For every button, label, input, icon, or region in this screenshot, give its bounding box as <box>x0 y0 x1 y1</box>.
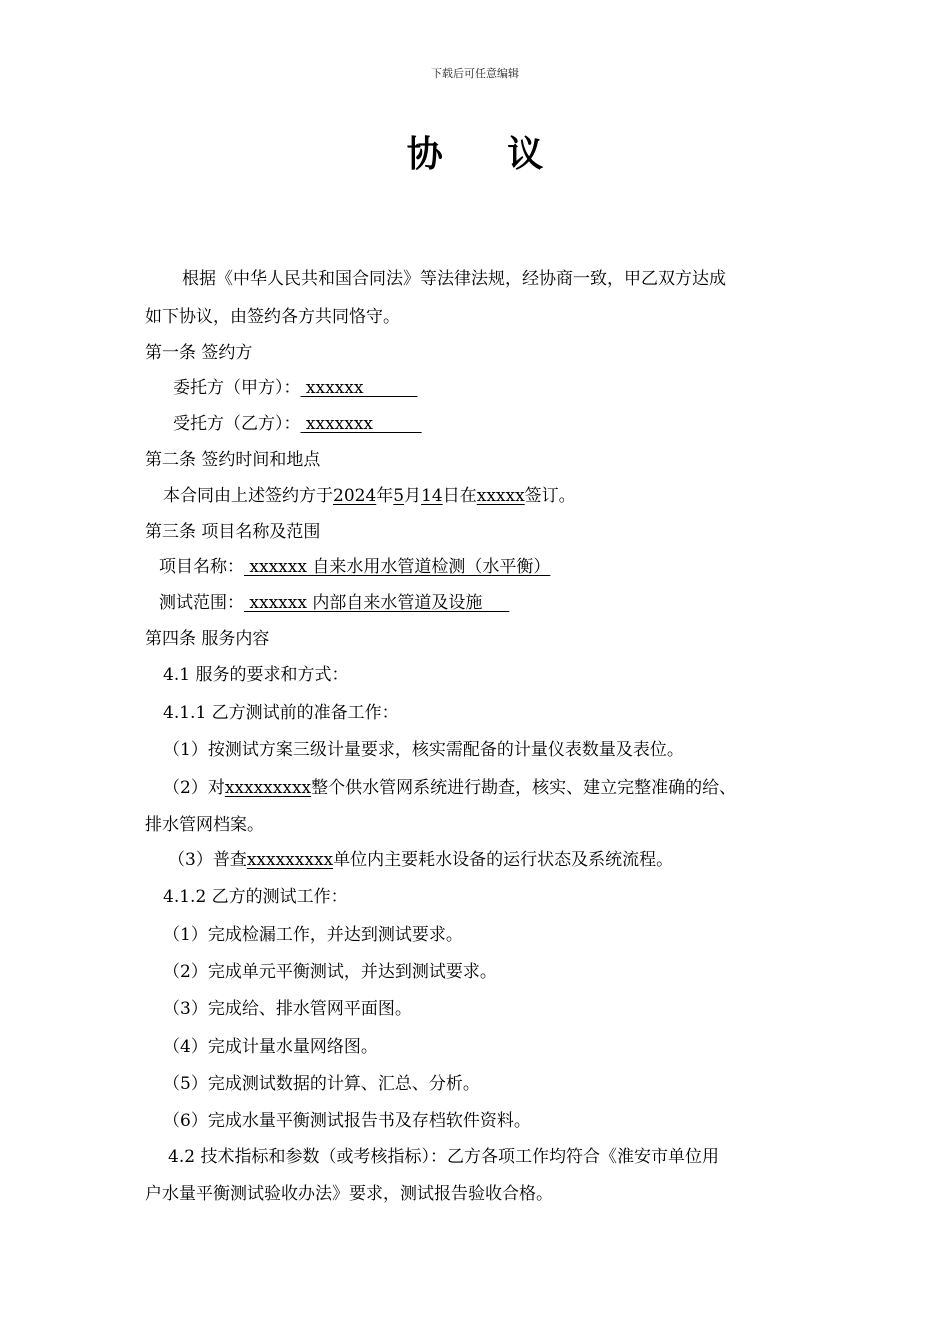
prep-item-2-pre: （2）对 <box>163 778 225 798</box>
page-header: 下载后可任意编辑 <box>431 67 519 80</box>
section-4-1-2: 4.1.2 乙方的测试工作： <box>163 887 348 907</box>
prep-item-3-pre: （3）普查 <box>168 850 247 870</box>
prep-item-3-post: 单位内主要耗水设备的运行状态及系统流程。 <box>333 850 674 870</box>
prep-item-3 <box>145 848 838 872</box>
party-b-label: 受托方（乙方）： <box>173 414 301 434</box>
signing-year: 2024 <box>333 486 377 506</box>
signing-month: 5 <box>393 486 405 506</box>
test-scope-label: 测试范围： <box>159 593 244 613</box>
prep-item-1: （1）按测试方案三级计量要求，核实需配备的计量仪表数量及表位。 <box>163 740 684 760</box>
work-item-3: （3）完成给、排水管网平面图。 <box>163 999 412 1019</box>
section-4-2-line-2: 户水量平衡测试验收办法》要求，测试报告验收合格。 <box>145 1184 553 1204</box>
project-name-value: xxxxxx 自来水用水管道检测（水平衡） <box>244 557 551 577</box>
section-4-2-line-1: 4.2 技术指标和参数（或考核指标）：乙方各项工作均符合《淮安市单位用 <box>168 1147 719 1167</box>
party-a-value: xxxxxx <box>300 378 418 398</box>
project-name-label: 项目名称： <box>159 557 244 577</box>
signing-text-post: 签订。 <box>524 486 576 506</box>
work-item-4: （4）完成计量水量网络图。 <box>163 1037 378 1057</box>
section-4-1: 4.1 服务的要求和方式： <box>163 665 349 685</box>
preamble-line-1: 根据《中华人民共和国合同法》等法律法规，经协商一致，甲乙双方达成 <box>182 269 726 289</box>
prep-item-2-value: xxxxxxxxx <box>224 778 312 798</box>
work-item-2: （2）完成单元平衡测试，并达到测试要求。 <box>163 962 497 982</box>
party-a-row <box>145 376 843 400</box>
work-item-5: （5）完成测试数据的计算、汇总、分析。 <box>163 1074 480 1094</box>
prep-item-2-post: 整个供水管网系统进行勘查，核实、建立完整准确的给、 <box>311 778 737 798</box>
signing-day: 14 <box>421 486 443 506</box>
party-b-row <box>145 412 843 436</box>
signing-text-pre: 本合同由上述签约方于 <box>163 486 333 506</box>
test-scope-row <box>145 591 829 615</box>
prep-item-2-continued: 排水管网档案。 <box>145 815 264 835</box>
article-1-heading: 第一条 签约方 <box>145 343 253 363</box>
section-4-1-1: 4.1.1 乙方测试前的准备工作： <box>163 703 399 723</box>
prep-item-2 <box>145 776 833 800</box>
signing-month-unit: 月 <box>404 486 422 506</box>
prep-item-3-value: xxxxxxxxx <box>246 850 334 870</box>
work-item-1: （1）完成检漏工作，并达到测试要求。 <box>163 925 463 945</box>
project-name-row <box>145 555 829 579</box>
work-item-6: （6）完成水量平衡测试报告书及存档软件资料。 <box>163 1111 531 1131</box>
signing-year-unit: 年 <box>376 486 394 506</box>
preamble-line-2: 如下协议，由签约各方共同恪守。 <box>145 307 400 327</box>
article-3-heading: 第三条 项目名称及范围 <box>145 522 321 542</box>
signing-day-unit: 日在 <box>442 486 477 506</box>
test-scope-value: xxxxxx 内部自来水管道及设施 <box>244 593 510 613</box>
signing-time-place <box>145 484 833 508</box>
article-2-heading: 第二条 签约时间和地点 <box>145 450 321 470</box>
party-b-value: xxxxxxx <box>300 414 422 434</box>
party-a-label: 委托方（甲方）： <box>173 378 301 398</box>
signing-place: xxxxx <box>476 486 525 506</box>
article-4-heading: 第四条 服务内容 <box>145 629 270 649</box>
document-title: 协 议 <box>406 133 570 175</box>
